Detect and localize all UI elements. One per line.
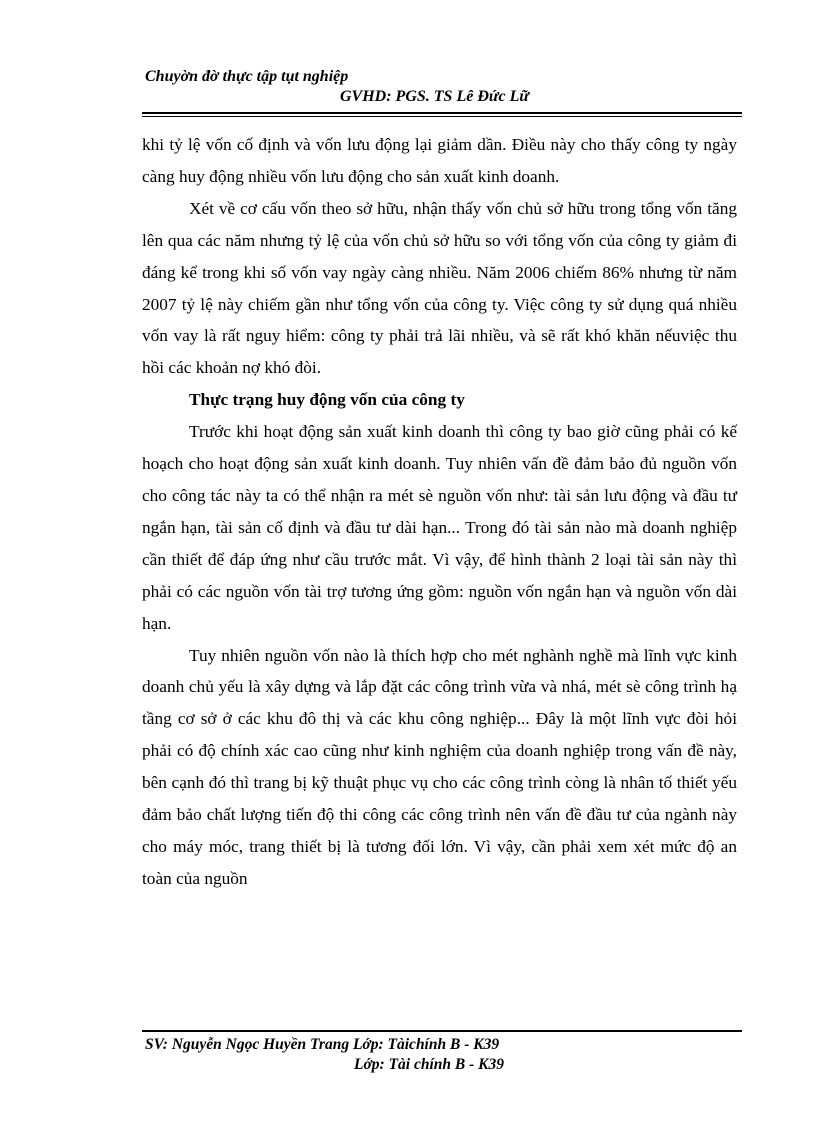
footer-rule xyxy=(142,1030,742,1032)
paragraph-4: Tuy nhiên nguồn vốn nào là thích hợp cho mét nghành nghề mà lĩnh vực kinh doanh chủ yếu là xây dựng và lắp đặt các công trình vừa và nhá, mét sè công trình hạ tầng cơ sở ở các khu đô thị và các khu công nghiệp... Đây là một lĩnh vực đòi hỏi phải có độ chính xác cao cũng như kinh nghiệm của doanh nghiệp trong vấn đề này, bên cạnh đó thì trang bị kỹ thuật phục vụ cho các công trình còng là nhân tố thiết yếu đảm bảo chất lượng tiến độ thi công các công trình nên vấn đề đầu tư của ngành này cho máy móc, trang thiết bị là tương đối lớn. Vì vậy, cần phải xem xét mức độ an toàn của nguồn xyxy=(142,645,737,888)
paragraph-2: Xét về cơ cấu vốn theo sở hữu, nhận thấy vốn chủ sở hữu trong tổng vốn tăng lên qua các năm nhưng tỷ lệ của vốn chủ sở hữu so với tổng vốn của công ty giảm đi đáng kể trong khi số vốn vay ngày càng nhiều. Năm 2006 chiếm 86% nhưng từ năm 2007 tỷ lệ này chiếm gần như tổng vốn của công ty. Việc công ty sử dụng quá nhiều vốn vay là rất nguy hiểm: công ty phải trả lãi nhiều, và sẽ rất khó khăn nếuviệc thu hồi các khoản nợ khó đòi. xyxy=(142,198,737,378)
header-title: Chuyờn đờ thực tập tụt nghiệp xyxy=(145,68,349,85)
header-advisor: GVHD: PGS. TS Lê Đức Lữ xyxy=(340,88,529,105)
paragraph-3: Trước khi hoạt động sản xuất kinh doanh thì công ty bao giờ cũng phải có kế hoạch cho hoạt động sản xuất kinh doanh. Tuy nhiên vấn đề đảm bảo đủ nguồn vốn cho công tác này ta có thể nhận ra mét sè nguồn vốn như: tài sản lưu động và đầu tư ngắn hạn, tài sản cố định và đầu tư dài hạn... Trong đó tài sản nào mà doanh nghiệp cần thiết để đáp ứng như cầu trước mắt. Vì vậy, để hình thành 2 loại tài sản này thì phải có các nguồn vốn tài trợ tương ứng gồm: nguồn vốn ngắn hạn và nguồn vốn dài hạn. xyxy=(142,422,737,633)
section-heading: Thực trạng huy động vốn của công ty xyxy=(189,390,465,410)
footer-student: SV: Nguyễn Ngọc Huyền Trang Lớp: Tàichính B - K39 xyxy=(145,1036,500,1053)
document-body xyxy=(142,129,737,895)
header-rule-thick xyxy=(142,112,742,114)
header-rule-thin xyxy=(142,116,742,117)
footer-class: Lớp: Tài chính B - K39 xyxy=(354,1056,504,1073)
paragraph-1: khi tỷ lệ vốn cố định và vốn lưu động lại giảm dần. Điều này cho thấy công ty ngày càng huy động nhiều vốn lưu động cho sản xuất kinh doanh. xyxy=(142,135,737,186)
